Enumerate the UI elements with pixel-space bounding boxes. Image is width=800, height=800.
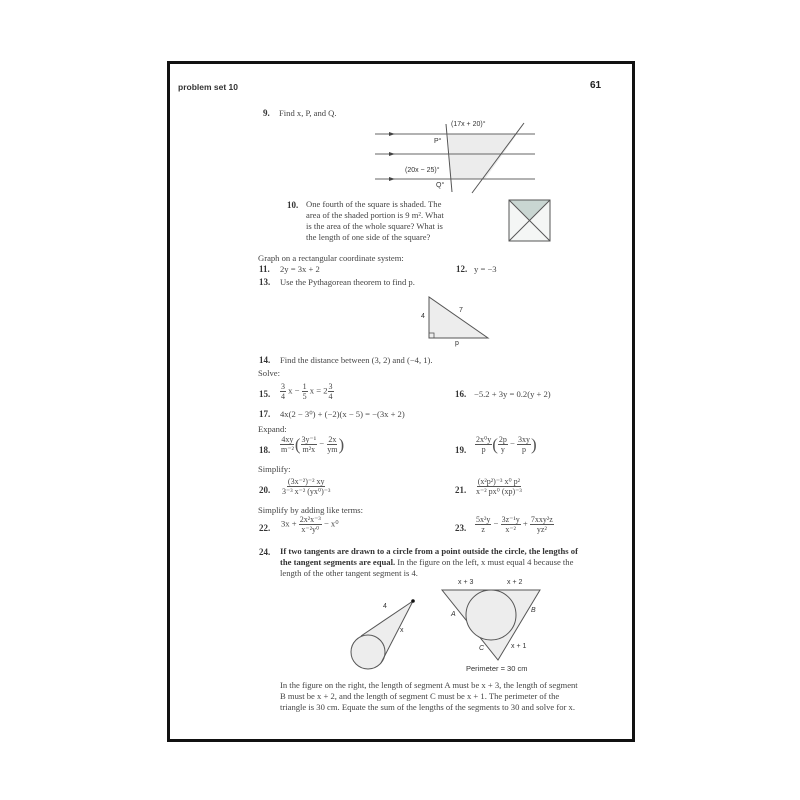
problem-12-equation: y = −3 <box>474 264 497 274</box>
problem-10-line3: is the area of the whole square? What is <box>306 221 443 231</box>
problem-18-expression: $\frac{4xy}{\text{m⁻²}}$ ( $\frac{\text{3y⁻¹}}{\text{m²x}}$ − $\frac{2x}{ym}$ ) <box>281 435 345 454</box>
segment-label-x-plus-2: x + 2 <box>507 579 523 586</box>
problem-24-line2: the tangent segments are equal. In the figure on the left, x must equal 4 because the <box>280 557 574 567</box>
segment-label-x-plus-3: x + 3 <box>458 579 474 586</box>
perimeter-label: Perimeter = 30 cm <box>466 664 528 673</box>
problem-24-number: 24. <box>259 547 271 557</box>
problem-24-para-line3: triangle is 30 cm. Equate the sum of the lengths of the segments to 30 and solve for x. <box>280 702 575 712</box>
simplify-heading: Simplify: <box>258 464 291 474</box>
problem-10-line4: the length of one side of the square? <box>306 232 431 242</box>
segment-label-b: B <box>531 607 536 614</box>
problem-20-expression: $\frac{\text{(3x⁻²)⁻² xy}}{\text{3⁻³ x⁻² (yx⁰)⁻³}}$ <box>282 477 331 496</box>
angle-label-top: (17x + 20)° <box>451 121 486 128</box>
page-number: 61 <box>590 80 602 91</box>
problem-11-equation: 2y = 3x + 2 <box>280 264 320 274</box>
problem-23-expression: $\frac{\text{5x²y}}{z}$ − $\frac{\text{3z⁻¹y}}{\text{x⁻²}}$ + $\frac{\text{7xxy²z}}{\text{yz²}}$ <box>476 515 553 534</box>
left-tangent-label-x: x <box>400 627 404 634</box>
problem-21-expression: $\frac{\text{(x²p²)⁻³ x⁰ p²}}{\text{x⁻² px⁰ (xp)⁻³}}$ <box>476 477 522 496</box>
left-tangent-label-4: 4 <box>383 603 387 610</box>
angle-label-q: Q° <box>436 182 445 189</box>
problem-22-expression: 3x + $\frac{\text{2x²x⁻³}}{\text{x⁻²y⁰}}$ − x⁰ <box>281 515 339 534</box>
problem-23-number: 23. <box>455 523 467 533</box>
problem-15-number: 15. <box>259 389 271 399</box>
problem-10-number: 10. <box>287 200 299 210</box>
problem-16-number: 16. <box>455 389 467 399</box>
problem-12-number: 12. <box>456 264 468 274</box>
problem-24-para-line2: B must be x + 2, and the length of segment C must be x + 1. The perimeter of the <box>280 691 560 701</box>
problem-13-number: 13. <box>259 277 271 287</box>
problem-9-number: 9. <box>263 108 270 118</box>
triangle-hyp-label: 7 <box>459 307 463 314</box>
problem-10-line2: area of the shaded portion is 9 m². What <box>306 210 444 220</box>
problem-14-text: Find the distance between (3, 2) and (−4, 1). <box>280 355 433 365</box>
problem-24-theorem-line1: If two tangents are drawn to a circle from a point outside the circle, the lengths of <box>280 546 578 556</box>
problem-24-para-line1: In the figure on the right, the length of segment A must be x + 3, the length of segment <box>280 680 578 690</box>
solve-heading: Solve: <box>258 368 280 378</box>
segment-label-x-plus-1: x + 1 <box>511 643 527 650</box>
problem-11-number: 11. <box>259 264 270 274</box>
segment-label-c: C <box>479 645 485 652</box>
expand-heading: Expand: <box>258 424 287 434</box>
problem-21-number: 21. <box>455 485 467 495</box>
problem-24-line3: length of the other tangent segment is 4. <box>280 568 418 578</box>
problem-15-equation: $\frac{3}{4}$ x − $\frac{1}{5}$ x = 2 $\frac{3}{4}$ <box>281 382 333 401</box>
angle-label-p: P° <box>434 138 442 145</box>
angle-label-mid: (20x − 25)° <box>405 167 440 174</box>
problem-20-number: 20. <box>259 485 271 495</box>
problem-9-text: Find x, P, and Q. <box>279 108 337 118</box>
problem-14-number: 14. <box>259 355 271 365</box>
triangle-leg-label: 4 <box>421 313 425 320</box>
problem-17-number: 17. <box>259 409 271 419</box>
problem-19-expression: $\frac{\text{2x⁰y}}{p}$ ( $\frac{2p}{y}$ − $\frac{3xy}{p}$ ) <box>476 435 537 454</box>
graph-instructions: Graph on a rectangular coordinate system: <box>258 253 404 263</box>
problem-10-line1: One fourth of the square is shaded. The <box>306 199 442 209</box>
segment-label-a: A <box>451 611 456 618</box>
section-header: problem set 10 <box>178 82 238 92</box>
triangle-base-label: p <box>455 340 459 347</box>
problem-19-number: 19. <box>455 445 467 455</box>
problem-16-equation: −5.2 + 3y = 0.2(y + 2) <box>474 389 551 399</box>
problem-18-number: 18. <box>259 445 271 455</box>
problem-17-equation: 4x(2 − 3⁰) + (−2)(x − 5) = −(3x + 2) <box>280 409 405 419</box>
problem-22-number: 22. <box>259 523 271 533</box>
like-terms-heading: Simplify by adding like terms: <box>258 505 364 515</box>
problem-13-text: Use the Pythagorean theorem to find p. <box>280 277 415 287</box>
